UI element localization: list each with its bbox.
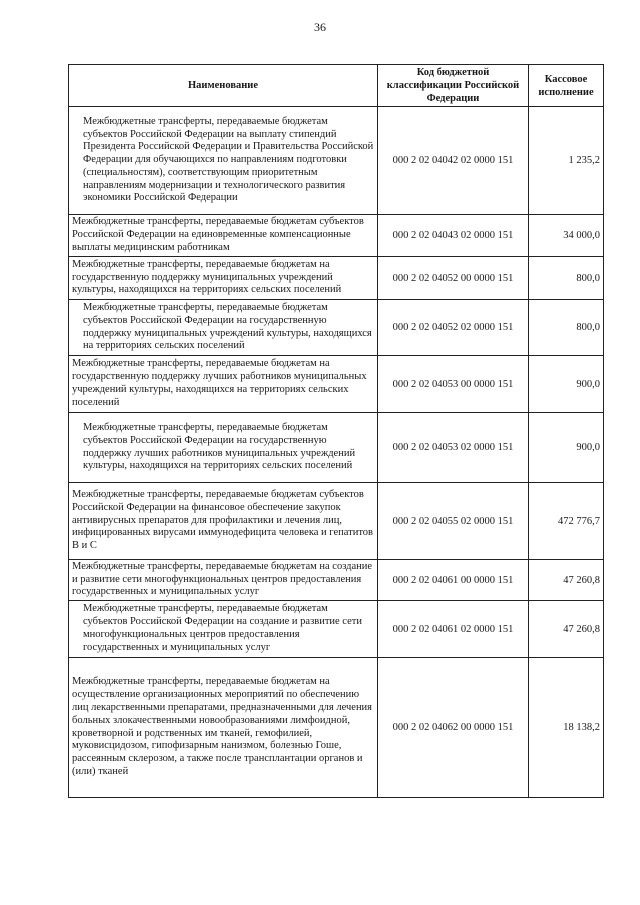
- table-row: [69, 107, 604, 215]
- row-code: 000 2 02 04061 00 0000 151: [378, 560, 529, 601]
- table-row: [69, 356, 604, 413]
- row-code: 000 2 02 04052 02 0000 151: [378, 300, 529, 356]
- table-header-row: [69, 65, 604, 107]
- row-name: Межбюджетные трансферты, передаваемые бюджетам на создание и развитие сети многофункциональных центров предоставления государственных и муниципальных услуг: [69, 560, 378, 601]
- row-name: Межбюджетные трансферты, передаваемые бюджетам субъектов Российской Федерации на государственную поддержку муниципальных учреждений культуры, находящихся на территориях сельских поселений: [69, 300, 378, 356]
- row-name: Межбюджетные трансферты, передаваемые бюджетам на государственную поддержку лучших работников муниципальных учреждений культуры, находящихся на территориях сельских поселений: [69, 356, 378, 413]
- row-name: Межбюджетные трансферты, передаваемые бюджетам субъектов Российской Федерации на государственную поддержку лучших работников муниципальных учреждений культуры, находящихся на территориях сельских поселений: [69, 413, 378, 483]
- row-code: 000 2 02 04055 02 0000 151: [378, 483, 529, 560]
- table-row: [69, 215, 604, 257]
- row-amount: 800,0: [529, 300, 604, 356]
- row-code: 000 2 02 04053 02 0000 151: [378, 413, 529, 483]
- row-amount: 47 260,8: [529, 601, 604, 658]
- table-row: [69, 560, 604, 601]
- row-amount: 34 000,0: [529, 215, 604, 257]
- row-name: Межбюджетные трансферты, передаваемые бюджетам субъектов Российской Федерации на выплату стипендий Президента Российской Федерации и Правительства Российской Федерации для обучающихся по направлениям подготовки (специальностям), соответствующим приоритетным направлениям модернизации и технологического развития экономики Российской Федерации: [69, 107, 378, 215]
- row-amount: 900,0: [529, 413, 604, 483]
- row-name: Межбюджетные трансферты, передаваемые бюджетам субъектов Российской Федерации на финансовое обеспечение закупок антивирусных препаратов для профилактики и лечения лиц, инфицированных вирусами иммунодефицита человека и гепатитов B и C: [69, 483, 378, 560]
- header-code: Код бюджетной классификации Российской Федерации: [378, 65, 529, 107]
- row-amount: 47 260,8: [529, 560, 604, 601]
- page-number: 36: [314, 20, 326, 34]
- row-name: Межбюджетные трансферты, передаваемые бюджетам субъектов Российской Федерации на единовременные компенсационные выплаты медицинским работникам: [69, 215, 378, 257]
- row-amount: 18 138,2: [529, 658, 604, 798]
- header-amount: Кассовое исполнение: [529, 65, 604, 107]
- row-name: Межбюджетные трансферты, передаваемые бюджетам субъектов Российской Федерации на создание и развитие сети многофункциональных центров предоставления государственных и муниципальных услуг: [69, 601, 378, 658]
- header-name: Наименование: [69, 65, 378, 107]
- table-row: [69, 413, 604, 483]
- row-code: 000 2 02 04042 02 0000 151: [378, 107, 529, 215]
- table-row: [69, 601, 604, 658]
- table-row: [69, 300, 604, 356]
- row-code: 000 2 02 04052 00 0000 151: [378, 257, 529, 300]
- row-amount: 1 235,2: [529, 107, 604, 215]
- row-amount: 900,0: [529, 356, 604, 413]
- row-name: Межбюджетные трансферты, передаваемые бюджетам на осуществление организационных мероприятий по обеспечению лиц лекарственными препаратами, предназначенными для лечения больных злокачественными новообразованиями лимфоидной, кроветворной и родственных им тканей, гемофилией, муковисцидозом, гипофизарным нанизмом, болезнью Гоше, рассеянным склерозом, а также после трансплантации органов и (или) тканей: [69, 658, 378, 798]
- row-code: 000 2 02 04053 00 0000 151: [378, 356, 529, 413]
- table-row: [69, 483, 604, 560]
- row-code: 000 2 02 04061 02 0000 151: [378, 601, 529, 658]
- row-name: Межбюджетные трансферты, передаваемые бюджетам на государственную поддержку муниципальных учреждений культуры, находящихся на территориях сельских поселений: [69, 257, 378, 300]
- budget-table: [68, 64, 604, 798]
- table-row: [69, 257, 604, 300]
- row-amount: 472 776,7: [529, 483, 604, 560]
- row-code: 000 2 02 04062 00 0000 151: [378, 658, 529, 798]
- row-code: 000 2 02 04043 02 0000 151: [378, 215, 529, 257]
- row-amount: 800,0: [529, 257, 604, 300]
- table-row: [69, 658, 604, 798]
